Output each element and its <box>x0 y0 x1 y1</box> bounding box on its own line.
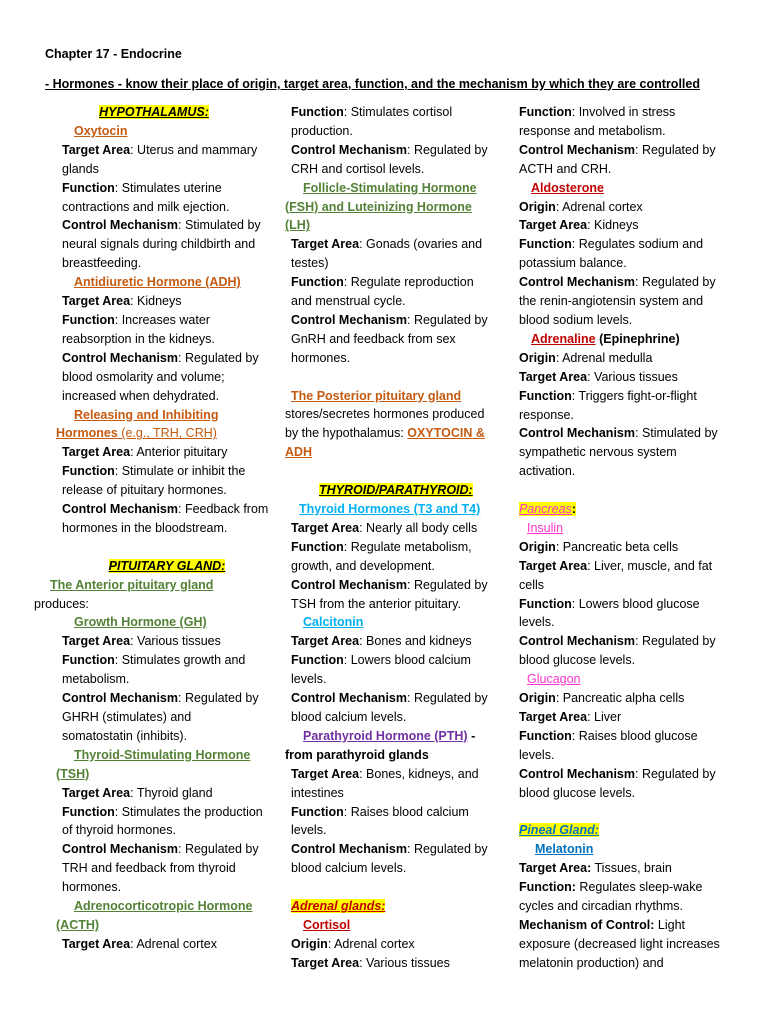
section-heading-hypothalamus: HYPOTHALAMUS: <box>99 105 209 119</box>
melatonin-control: Light <box>654 917 686 932</box>
glucagon-function-cont: levels. <box>519 747 555 762</box>
acth-function-cont: production. <box>291 123 353 138</box>
tsh-control-cont: TRH and feedback from thyroid <box>62 861 236 876</box>
hormone-glucagon: Glucagon <box>527 672 581 687</box>
tsh-function: : Stimulates the production <box>114 804 263 819</box>
cortisol-control-cont: ACTH and CRH. <box>519 161 612 176</box>
pth-function-cont: levels. <box>291 823 327 838</box>
releasing-examples: (e.g., TRH, CRH) <box>117 426 217 441</box>
label-function: Function <box>62 464 115 479</box>
label-control: Control Mechanism <box>291 691 407 706</box>
label-target: Target Area <box>519 709 588 724</box>
glucagon-control: : Regulated by <box>635 766 716 781</box>
label-origin: Origin <box>519 350 556 365</box>
label-function: Function <box>291 539 344 554</box>
chapter-title: Chapter 17 - Endocrine <box>45 47 182 61</box>
adrenaline-target: : Various tissues <box>587 369 678 384</box>
melatonin-control-cont: exposure (decreased light increases <box>519 936 720 951</box>
label-target: Target Area <box>519 218 588 233</box>
section-heading-thyroid: THYROID/PARATHYROID: <box>319 483 473 498</box>
label-target: Target Area <box>62 142 131 157</box>
label-target: Target Area <box>291 237 360 252</box>
label-target: Target Area <box>519 558 588 573</box>
gh-control: : Regulated by <box>178 691 259 706</box>
column-3 <box>519 103 734 973</box>
insulin-function: : Lowers blood glucose <box>571 596 700 611</box>
t3-control: : Regulated by <box>407 577 488 592</box>
section-heading-pineal: Pineal Gland: <box>519 823 599 838</box>
cortisol-function-cont: response and metabolism. <box>519 123 666 138</box>
hormone-acth: Adrenocorticotropic Hormone <box>74 899 253 914</box>
label-function: Function <box>62 312 115 327</box>
gh-function: : Stimulates growth and <box>114 653 246 668</box>
fsh-control-cont2: hormones. <box>291 350 351 365</box>
hormone-gh: Growth Hormone (GH) <box>74 615 207 630</box>
label-function: Function <box>291 653 344 668</box>
insulin-function-cont: levels. <box>519 615 555 630</box>
hormone-t3-t4: Thyroid Hormones (T3 and T4) <box>299 502 481 516</box>
t3-target: : Nearly all body cells <box>359 520 478 535</box>
oxytocin-function-cont: contractions and milk ejection. <box>62 199 230 214</box>
rih-control: : Feedback from <box>178 502 269 517</box>
gh-target: : Various tissues <box>130 634 221 649</box>
label-control: Control Mechanism <box>62 218 178 233</box>
rih-function-cont: release of pituitary hormones. <box>62 483 227 498</box>
gh-control-cont2: somatostatin (inhibits). <box>62 728 188 743</box>
insulin-origin: : Pancreatic beta cells <box>555 539 679 554</box>
hormone-acth-cont: (ACTH) <box>56 917 100 932</box>
label-target: Target Area <box>291 955 360 970</box>
hormone-insulin: Insulin <box>527 520 564 535</box>
insulin-control: : Regulated by <box>635 634 716 649</box>
aldosterone-function-cont: potassium balance. <box>519 256 627 271</box>
label-target: Target Area <box>291 634 360 649</box>
posterior-text: stores/secretes hormones produced <box>285 407 485 422</box>
label-function: Function <box>291 275 344 290</box>
hormone-calcitonin: Calcitonin <box>303 615 364 630</box>
label-control: Control Mechanism <box>519 426 635 441</box>
aldosterone-control-cont2: blood sodium levels. <box>519 312 633 327</box>
glucagon-function: : Raises blood glucose <box>571 728 698 743</box>
aldosterone-control-cont: the renin-angiotensin system and <box>519 294 704 309</box>
oxytocin-control: : Stimulated by <box>178 218 261 233</box>
gh-control-cont: GHRH (stimulates) and <box>62 709 192 724</box>
posterior-text-cont: by the hypothalamus: <box>285 426 408 441</box>
fsh-target: : Gonads (ovaries and <box>359 237 483 252</box>
label-target: Target Area <box>62 785 131 800</box>
label-function: Function <box>519 237 572 252</box>
pth-target-cont: intestines <box>291 785 344 800</box>
fsh-target-cont: testes) <box>291 256 329 271</box>
calcitonin-control-cont: blood calcium levels. <box>291 709 407 724</box>
cortisol-target: : Various tissues <box>359 955 450 970</box>
pth-target: : Bones, kidneys, and <box>359 766 479 781</box>
label-function: Function <box>519 596 572 611</box>
oxytocin-function: : Stimulates uterine <box>114 180 222 195</box>
label-target: Target Area <box>519 369 588 384</box>
adh-control: : Regulated by <box>178 350 259 365</box>
label-function: Function: <box>519 880 576 895</box>
rih-target: : Anterior pituitary <box>130 445 228 460</box>
label-function: Function <box>291 105 344 119</box>
tsh-function-cont: of thyroid hormones. <box>62 823 176 838</box>
label-function: Function <box>62 653 115 668</box>
t3-control-cont: TSH from the anterior pituitary. <box>291 596 461 611</box>
label-target: Target Area <box>62 936 131 951</box>
acth-control-cont: CRH and cortisol levels. <box>291 161 425 176</box>
label-control: Control Mechanism <box>62 350 178 365</box>
label-control: Control Mechanism <box>291 312 407 327</box>
tsh-target: : Thyroid gland <box>130 785 213 800</box>
oxytocin-target-cont: glands <box>62 161 99 176</box>
insulin-target: : Liver, muscle, and fat <box>587 558 713 573</box>
hormone-melatonin: Melatonin <box>535 842 594 857</box>
label-target: Target Area <box>291 766 360 781</box>
rih-control-cont: hormones in the bloodstream. <box>62 520 228 535</box>
label-target: Target Area <box>291 520 360 535</box>
adrenaline-control-cont2: activation. <box>519 464 576 479</box>
posterior-hormones-adh: ADH <box>285 445 313 460</box>
section-heading-pituitary: PITUITARY GLAND: <box>108 558 226 573</box>
glucagon-control-cont: blood glucose levels. <box>519 785 636 800</box>
adh-target: : Kidneys <box>130 294 182 309</box>
adh-control-cont2: increased when dehydrated. <box>62 388 220 403</box>
cortisol-control: : Regulated by <box>635 142 716 157</box>
posterior-pituitary-heading: The Posterior pituitary gland <box>291 388 462 403</box>
chapter-subtitle: - Hormones - know their place of origin, target area, function, and the mechanism by which they are controlled <box>45 77 700 91</box>
column-1 <box>30 103 270 954</box>
label-control: Control Mechanism <box>62 502 178 517</box>
tsh-control: : Regulated by <box>178 842 259 857</box>
adrenaline-control: : Stimulated by <box>635 426 718 441</box>
label-mechanism-control: Mechanism of Control: <box>519 917 655 932</box>
melatonin-function-cont: cycles and circadian rhythms. <box>519 899 683 914</box>
adrenaline-function-cont: response. <box>519 407 574 422</box>
acth-control: : Regulated by <box>407 142 488 157</box>
aldosterone-control: : Regulated by <box>635 275 716 290</box>
column-2 <box>285 103 500 973</box>
hormone-fsh-lh: (FSH) and Luteinizing Hormone (LH) <box>285 199 472 233</box>
calcitonin-function: : Lowers blood calcium <box>343 653 471 668</box>
label-origin: Origin <box>519 539 556 554</box>
label-function: Function <box>519 105 572 119</box>
posterior-hormones: OXYTOCIN & <box>407 426 485 441</box>
pth-control-cont: blood calcium levels. <box>291 861 407 876</box>
section-heading-pancreas: Pancreas <box>519 502 572 517</box>
fsh-control: : Regulated by <box>407 312 488 327</box>
rih-function: : Stimulate or inhibit the <box>114 464 246 479</box>
hormone-releasing-inhibiting: Releasing and Inhibiting <box>74 407 219 422</box>
adrenaline-origin: : Adrenal medulla <box>555 350 653 365</box>
fsh-function-cont: and menstrual cycle. <box>291 294 406 309</box>
oxytocin-control-cont2: breastfeeding. <box>62 256 142 271</box>
oxytocin-target: : Uterus and mammary <box>130 142 258 157</box>
section-heading-adrenal: Adrenal glands: <box>291 899 386 914</box>
pth-function: : Raises blood calcium <box>343 804 469 819</box>
label-control: Control Mechanism <box>291 577 407 592</box>
label-control: Control Mechanism <box>291 142 407 157</box>
insulin-control-cont: blood glucose levels. <box>519 653 636 668</box>
glucagon-origin: : Pancreatic alpha cells <box>555 691 685 706</box>
label-control: Control Mechanism <box>519 634 635 649</box>
label-function: Function <box>291 804 344 819</box>
aldosterone-origin: : Adrenal cortex <box>555 199 643 214</box>
label-target: Target Area <box>62 445 131 460</box>
hormone-pth: Parathyroid Hormone (PTH) <box>303 728 468 743</box>
label-origin: Origin <box>291 936 328 951</box>
hormone-tsh: Thyroid-Stimulating Hormone <box>74 747 251 762</box>
label-origin: Origin <box>519 691 556 706</box>
calcitonin-control: : Regulated by <box>407 691 488 706</box>
acth-target: : Adrenal cortex <box>130 936 217 951</box>
pth-dash: - <box>467 728 476 743</box>
label-function: Function <box>62 804 115 819</box>
hormone-aldosterone: Aldosterone <box>531 180 604 195</box>
pth-origin: from parathyroid glands <box>285 747 429 762</box>
label-function: Function <box>62 180 115 195</box>
oxytocin-control-cont: neural signals during childbirth and <box>62 237 256 252</box>
label-control: Control Mechanism <box>519 766 635 781</box>
t3-function: : Regulate metabolism, <box>343 539 472 554</box>
anterior-pituitary-heading: The Anterior pituitary gland <box>50 577 214 592</box>
label-control: Control Mechanism <box>291 842 407 857</box>
label-target: Target Area <box>62 634 131 649</box>
produces-text: produces: <box>34 596 89 611</box>
adh-control-cont: blood osmolarity and volume; <box>62 369 225 384</box>
hormone-releasing-inhibiting-cont: Hormones <box>56 426 118 441</box>
melatonin-target: Tissues, brain <box>591 861 672 876</box>
tsh-control-cont2: hormones. <box>62 880 122 895</box>
adrenaline-control-cont: sympathetic nervous system <box>519 445 677 460</box>
pth-control: : Regulated by <box>407 842 488 857</box>
calcitonin-function-cont: levels. <box>291 672 327 687</box>
label-origin: Origin <box>519 199 556 214</box>
label-function: Function <box>519 728 572 743</box>
adrenaline-alias: (Epinephrine) <box>595 331 680 346</box>
pancreas-colon: : <box>571 502 576 517</box>
hormone-tsh-cont: (TSH) <box>56 766 90 781</box>
label-control: Control Mechanism <box>62 842 178 857</box>
melatonin-control-cont2: melatonin production) and <box>519 955 664 970</box>
glucagon-target: : Liver <box>587 709 622 724</box>
adrenaline-function: : Triggers fight-or-flight <box>571 388 697 403</box>
insulin-target-cont: cells <box>519 577 545 592</box>
hormone-cortisol: Cortisol <box>303 917 351 932</box>
t3-function-cont: growth, and development. <box>291 558 435 573</box>
hormone-adh: Antidiuretic Hormone (ADH) <box>74 275 241 290</box>
hormone-fsh: Follicle-Stimulating Hormone <box>303 180 477 195</box>
fsh-function: : Regulate reproduction <box>343 275 474 290</box>
gh-function-cont: metabolism. <box>62 672 130 687</box>
aldosterone-target: : Kidneys <box>587 218 639 233</box>
label-target: Target Area: <box>519 861 592 876</box>
aldosterone-function: : Regulates sodium and <box>571 237 704 252</box>
hormone-oxytocin: Oxytocin <box>74 123 128 138</box>
label-function: Function <box>519 388 572 403</box>
label-control: Control Mechanism <box>519 142 635 157</box>
acth-function: : Stimulates cortisol <box>343 105 453 119</box>
fsh-control-cont: GnRH and feedback from sex <box>291 331 456 346</box>
cortisol-origin: : Adrenal cortex <box>327 936 415 951</box>
hormone-adrenaline: Adrenaline <box>531 331 596 346</box>
label-target: Target Area <box>62 294 131 309</box>
cortisol-function: : Involved in stress <box>571 105 676 119</box>
adh-function: : Increases water <box>114 312 210 327</box>
adh-function-cont: reabsorption in the kidneys. <box>62 331 215 346</box>
label-control: Control Mechanism <box>62 691 178 706</box>
label-control: Control Mechanism <box>519 275 635 290</box>
calcitonin-target: : Bones and kidneys <box>359 634 472 649</box>
melatonin-function: Regulates sleep-wake <box>575 880 703 895</box>
